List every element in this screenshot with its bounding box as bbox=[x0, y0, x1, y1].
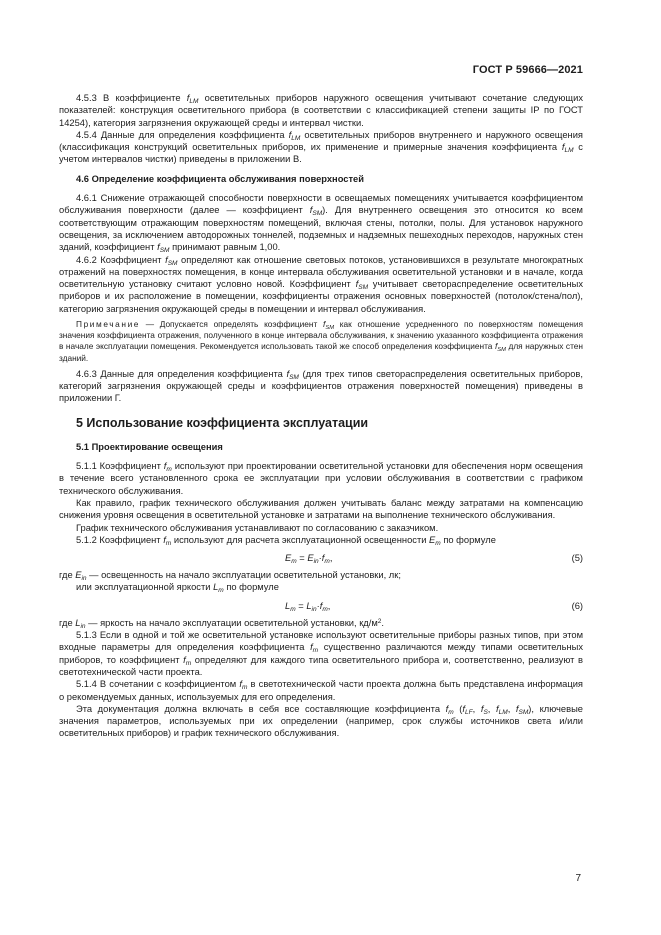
formula-5-expression: $E_m = E_{in}\cdot f_m$, bbox=[285, 553, 333, 566]
paragraph-4-6-3: 4.6.3 Данные для определения коэффициента $f_{SM}$ (для трех типов светораспределения осветительных приборов, категорий загрязнения окружающей среды и коэффициентов отражения поверхностей помещения) приведены в приложении Г. bbox=[59, 368, 583, 404]
paragraph-5-1-2: 5.1.2 Коэффициент $f_m$ используют для расчета эксплуатационной освещенности $E_m$ по формуле bbox=[76, 534, 496, 547]
paragraph-5-1-1: 5.1.1 Коэффициент $f_m$ используют при проектировании осветительной установки для обеспечения норм освещения в течение всего установленного срока ее эксплуатации при условии обслуживания в соответствии с графиком технического обслуживания. bbox=[59, 461, 583, 496]
document-body bbox=[59, 92, 583, 740]
section-4-6-heading: 4.6 Определение коэффициента обслуживания поверхностей bbox=[76, 173, 364, 184]
formula-5-number: (5) bbox=[571, 553, 583, 564]
section-5-1-heading: 5.1 Проектирование освещения bbox=[76, 441, 223, 452]
paragraph-4-6-1: 4.6.1 Снижение отражающей способности поверхности в освещаемых помещениях учитывается коэффициентом обслуживания поверхности (далее — коэффициент $f_{SM}$). Для внутреннего освещения это относится ко всем соответствующим отражающим поверхностям помещений, включая стены, потолки, полы. Для установок наружного освещения, за исключением автодорожных тоннелей, подземных и надземных пешеходных переходов, наружных стен зданий, коэффициент $f_{SM}$ принимают равным 1,00. bbox=[59, 193, 583, 255]
formula-5-explanation: где $E_{in}$ — освещенность на начало эксплуатации осветительной установки, лк; bbox=[59, 570, 401, 583]
paragraph-5-1-4: 5.1.4 В сочетании с коэффициентом $f_m$ в светотехнической части проекта должна быть представлена информация о рекомендуемых данных, используемых для его определения. bbox=[59, 679, 583, 702]
formula-6-expression: $L_m = L_{in}\cdot f_m$, bbox=[285, 600, 331, 613]
note-label: Примечание bbox=[76, 319, 141, 330]
formula-5 bbox=[59, 550, 583, 566]
page-number: 7 bbox=[575, 873, 581, 884]
paragraph-documentation: Эта документация должна включать в себя все составляющие коэффициента $f_m$ ($f_{LF}$, $f_S$, $f_{LM}$, $f_{SM}$), ключевые значения параметров, используемых при их определении (например, срок службы источников света и/или осветительных приборов) и график технического обслуживания. bbox=[59, 703, 583, 739]
formula-6-number: (6) bbox=[571, 600, 583, 611]
paragraph-4-6-2: 4.6.2 Коэффициент $f_{SM}$ определяют как отношение световых потоков, установившихся в результате многократных отражений на поверхностях помещения, в конце интервала обслуживания осветительной установки и в начале, когда осветительную установку считают условно новой. Коэффициент $f_{SM}$ учитывает светораспределение осветительных приборов и их расположение в помещении, коэффициенты отражения основных поверхностей (потолок/стена/пол), категорию загрязнения окружающей среды в помещении и интервал обслуживания. bbox=[59, 254, 584, 314]
formula-6 bbox=[59, 598, 583, 614]
paragraph-schedule: График технического обслуживания устанавливают по согласованию с заказчиком. bbox=[76, 522, 439, 533]
paragraph-4-5-3: 4.5.3 В коэффициенте $f_{LM}$ осветительных приборов наружного освещения учитывают сочетание следующих показателей: конструкция осветительного прибора (в соответствии с классификацией степени защиты IP по ГОСТ 14254), категория загрязнения окружающей среды и интервал чистки. bbox=[59, 93, 583, 128]
paragraph-balance: Как правило, график технического обслуживания должен учитывать баланс между затратами на компенсацию снижения уровня освещения в осветительной установке и затратами на выполнение технического обслуживания. bbox=[59, 497, 583, 521]
note-paragraph: Примечание — Допускается определять коэффициент $f_{SM}$ как отношение усредненного по поверхностям помещения значения коэффициента отражения, полученного в конце интервала обслуживания, к значению указанного коэффициента отражения в начале эксплуатации помещения. Рекомендуется использовать такой же способ определения коэффициента $f_{SM}$ для наружных стен зданий. bbox=[59, 319, 583, 363]
formula-6-intro: или эксплуатационной яркости $L_m$ по формуле bbox=[76, 582, 279, 595]
formula-6-explanation: где $L_{in}$ — яркость на начало эксплуатации осветительной установки, $кд/м^2$. bbox=[59, 617, 385, 630]
paragraph-5-1-3: 5.1.3 Если в одной и той же осветительной установке используют осветительные приборы разных типов, при этом входные параметры для определения коэффициента $f_m$ существенно различаются между типами осветительных приборов, то коэффициент $f_m$ определяют для каждого типа осветительного прибора и, соответственно, реализуют в светотехнической части проекта. bbox=[59, 630, 583, 677]
document-number-header: ГОСТ Р 59666—2021 bbox=[472, 64, 583, 76]
paragraph-4-5-4: 4.5.4 Данные для определения коэффициента $f_{LM}$ осветительных приборов внутреннего и наружного освещения (классификация конструкций осветительных приборов, их применение и примерные значения коэффициента $f_{LM}$ с учетом интервалов чистки) приведены в приложении В. bbox=[59, 129, 583, 165]
section-5-heading: 5 Использование коэффициента эксплуатации bbox=[76, 415, 369, 430]
